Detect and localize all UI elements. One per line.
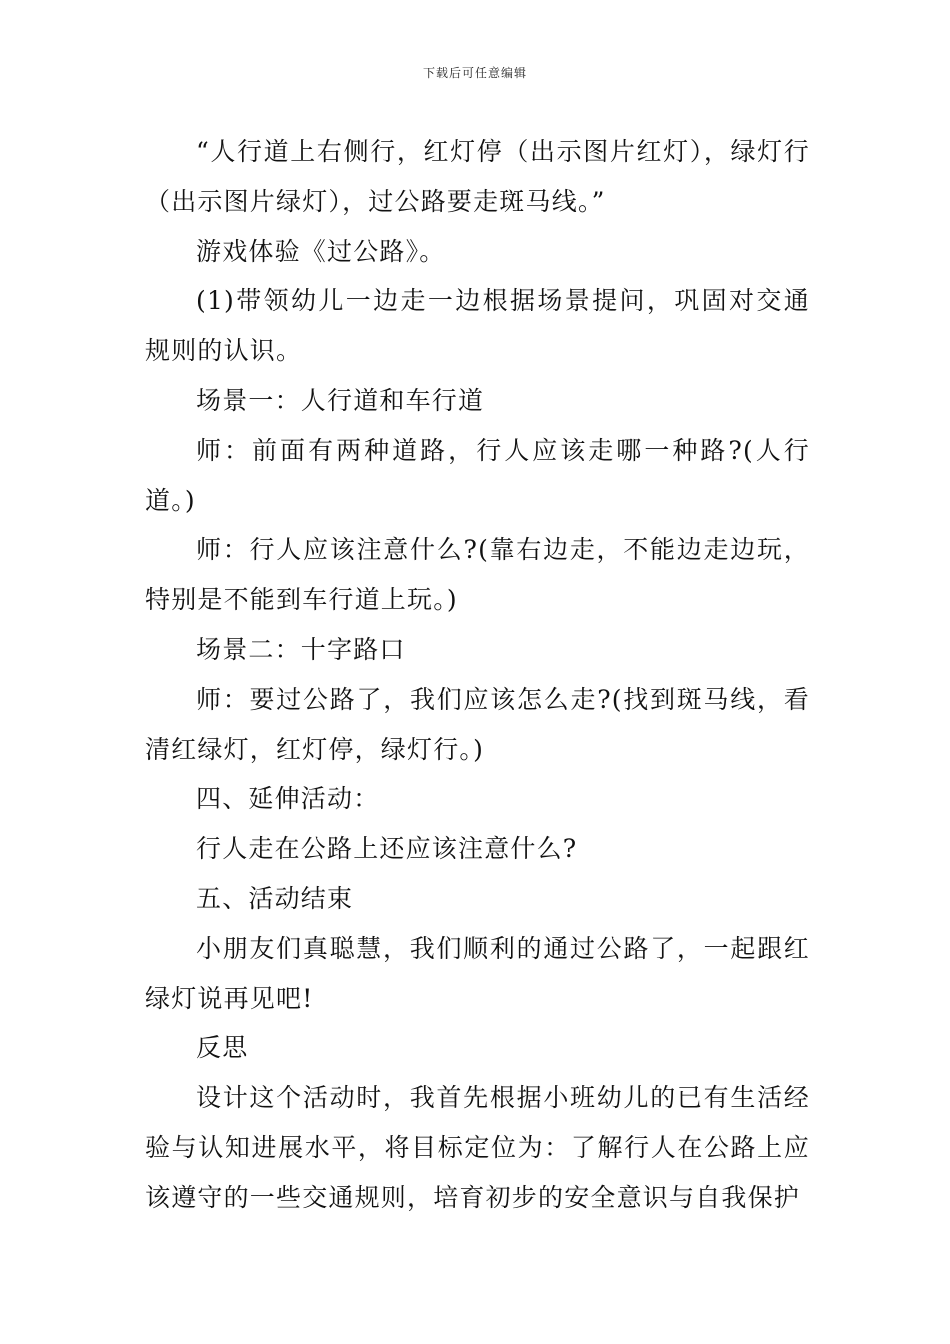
section-heading-ending: 五、活动结束 xyxy=(196,883,354,913)
paragraph-scene-1: 场景一：人行道和车行道 xyxy=(196,385,485,415)
paragraph-teacher-q1: 师：前面有两种道路，行人应该走哪一种路?(人行道。) xyxy=(145,435,810,515)
document-body xyxy=(145,127,810,1223)
paragraph-ending: 小朋友们真聪慧，我们顺利的通过公路了，一起跟红绿灯说再见吧! xyxy=(145,933,810,1013)
paragraph-game: 游戏体验《过公路》。 xyxy=(196,236,446,266)
paragraph-extension-question: 行人走在公路上还应该注意什么? xyxy=(196,834,578,864)
section-heading-extension: 四、延伸活动： xyxy=(196,784,380,814)
paragraph-teacher-q2: 师：行人应该注意什么?(靠右边走，不能边走边玩，特别是不能到车行道上玩。) xyxy=(145,535,810,615)
paragraph-slogan: “人行道上右侧行，红灯停（出示图片红灯），绿灯行（出示图片绿灯），过公路要走斑马线。” xyxy=(145,137,810,216)
page-header: 下载后可任意编辑 xyxy=(422,66,527,80)
paragraph-teacher-q3: 师：要过公路了，我们应该怎么走?(找到斑马线，看清红绿灯，红灯停，绿灯行。) xyxy=(145,684,810,764)
paragraph-step-1: (1)带领幼儿一边走一边根据场景提问，巩固对交通规则的认识。 xyxy=(145,286,810,366)
section-heading-reflection: 反思 xyxy=(196,1033,249,1063)
paragraph-scene-2: 场景二：十字路口 xyxy=(196,634,406,664)
paragraph-reflection: 设计这个活动时，我首先根据小班幼儿的已有生活经验与认知进展水平，将目标定位为：了解行人在公路上应该遵守的一些交通规则，培育初步的安全意识与自我保护 xyxy=(145,1083,810,1212)
